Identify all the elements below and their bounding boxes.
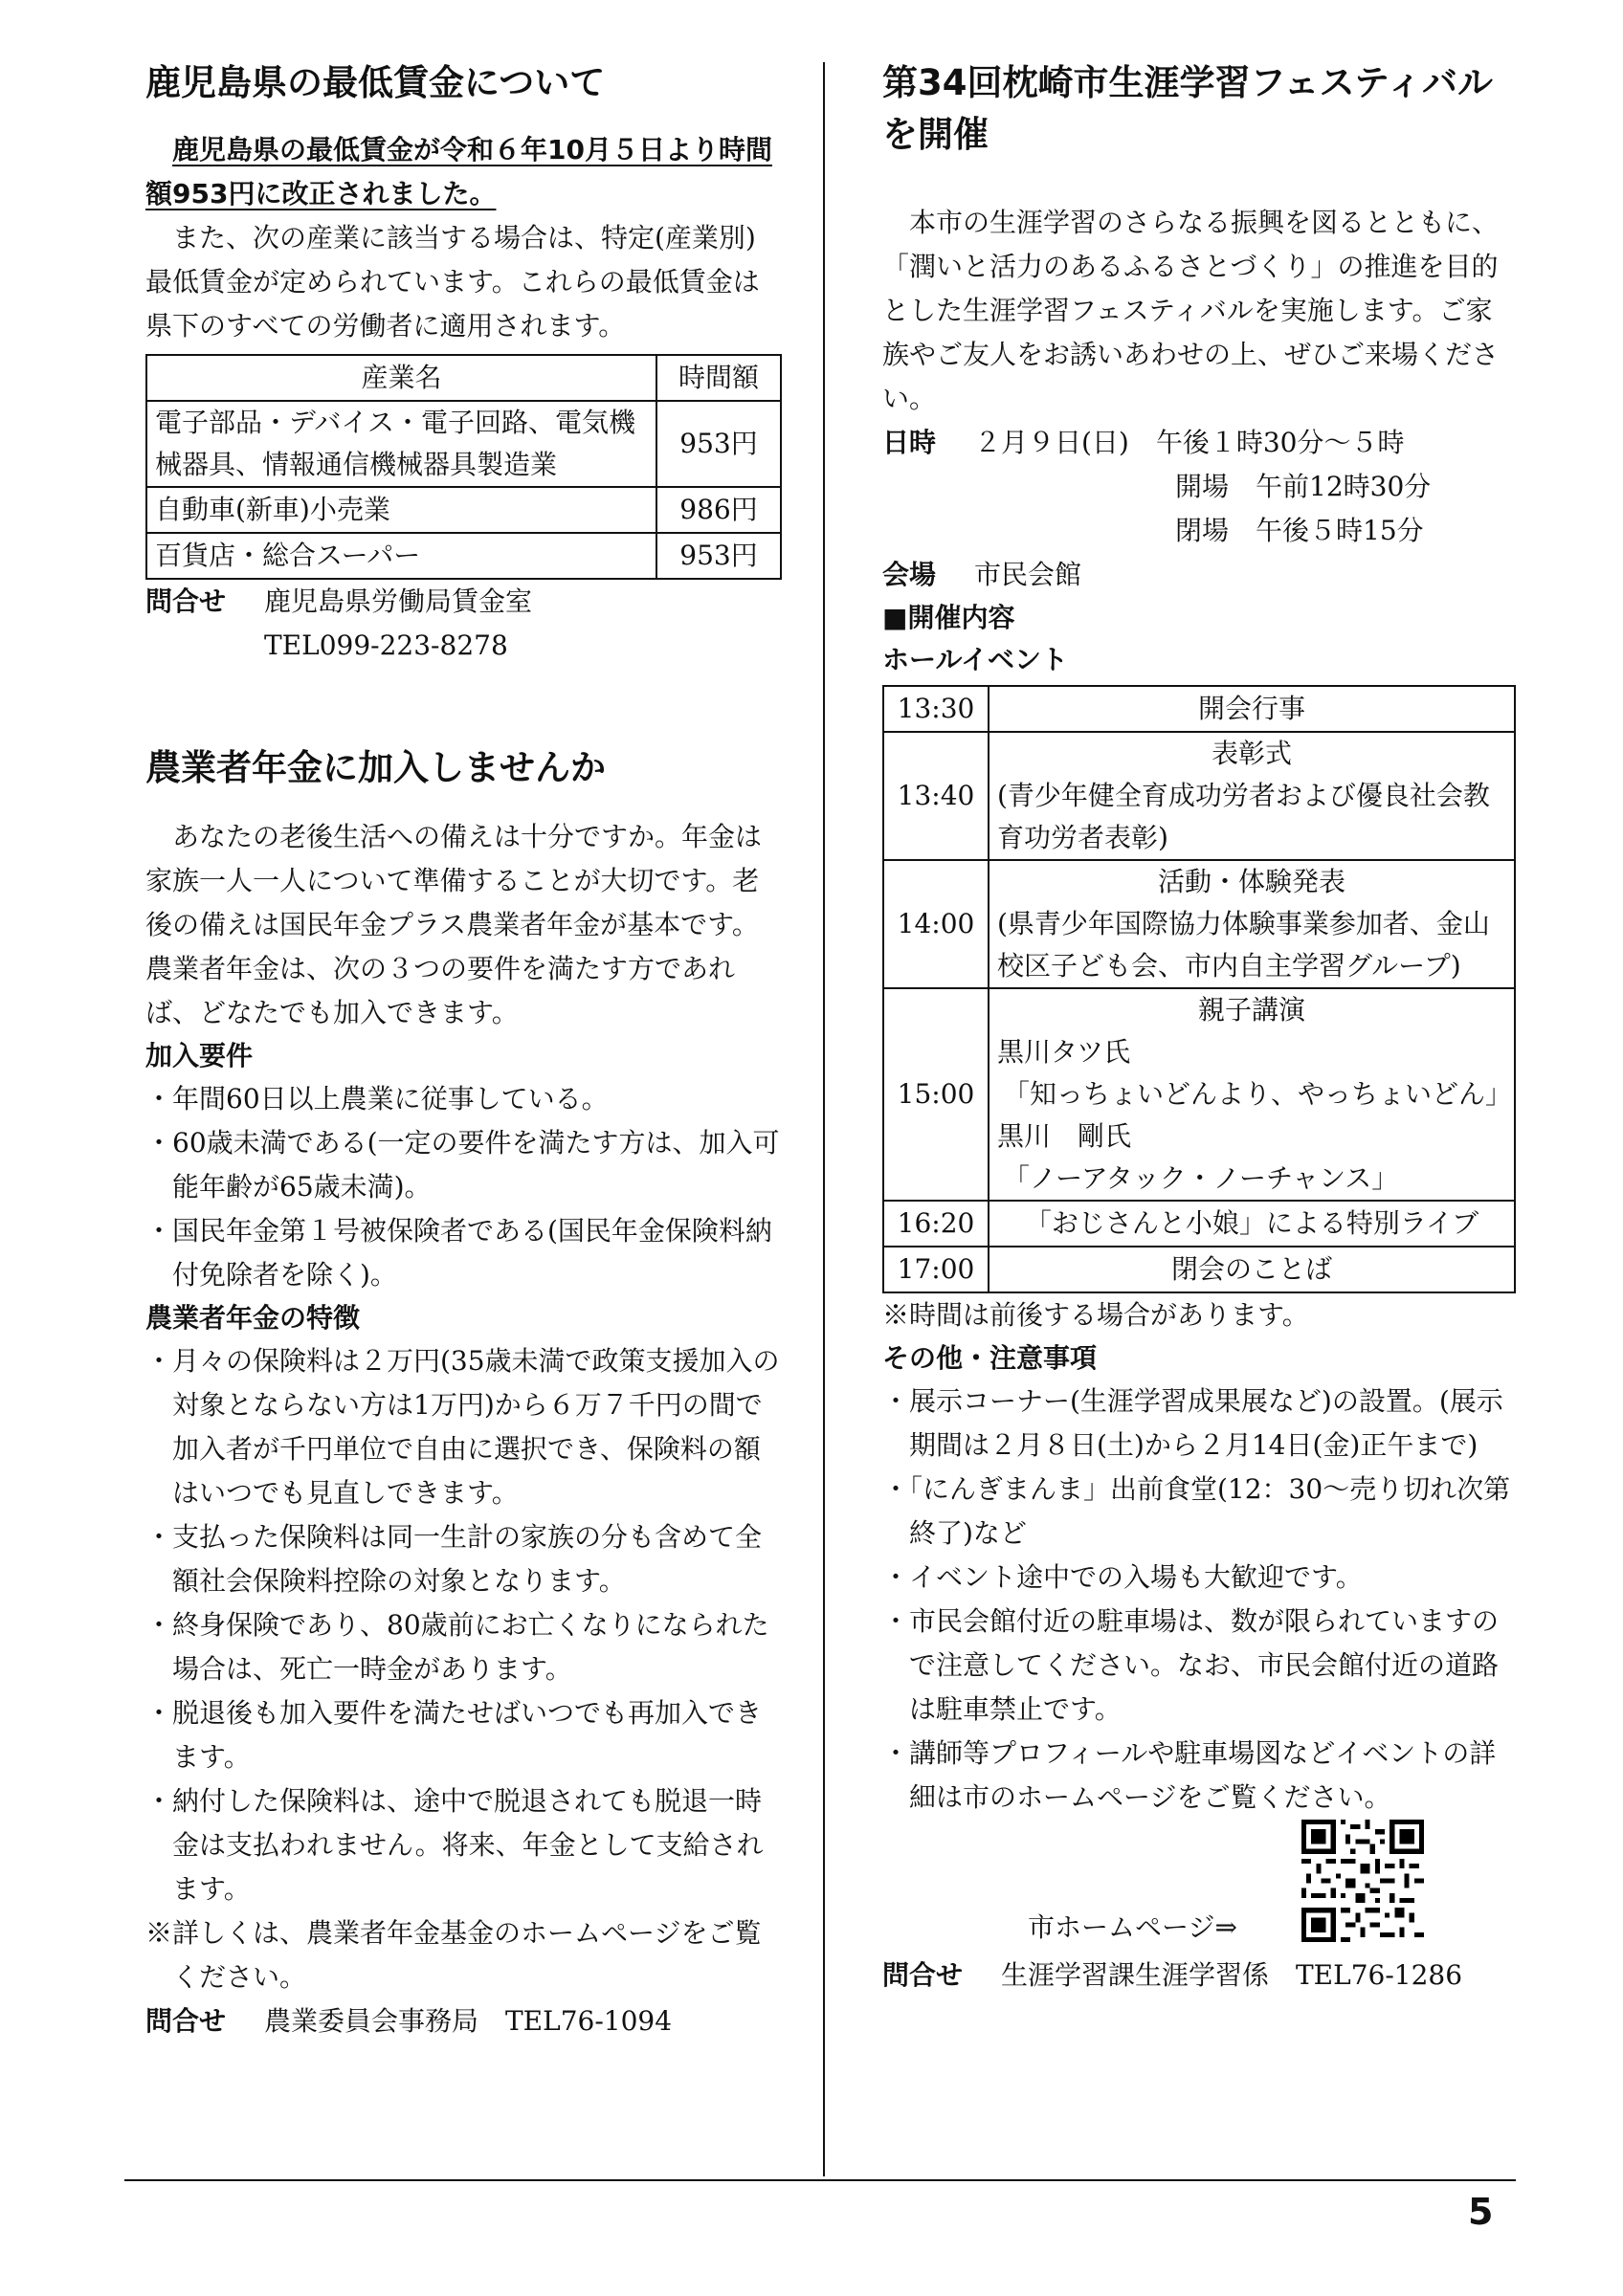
table-row [883, 988, 1515, 1201]
page-number: 5 [1468, 2191, 1494, 2233]
time-note: ※時間は前後する場合があります。 [882, 1299, 1309, 1331]
minimum-wage-body: また、次の産業に該当する場合は、特定(産業別)最低賃金が定められています。これらの最低賃金は県下のすべての労働者に適用されます。 [145, 222, 760, 342]
event-content [989, 988, 1515, 1201]
event-title: 親子講演 [1197, 994, 1305, 1026]
contact-name: 鹿児島県労働局賃金室 [264, 585, 533, 617]
other-notes-heading: その他・注意事項 [882, 1342, 1098, 1374]
event-time: 14:00 [883, 860, 989, 988]
minimum-wage-title: 鹿児島県の最低賃金について [145, 62, 606, 103]
list-item: ・月々の保険料は２万円(35歳未満で政策支援加入の対象とならない方は1万円)から６万７千円の間で加入者が千円単位で自由に選択でき、保険料の額はいつでも見直しできます。 [145, 1345, 780, 1509]
right-column [882, 57, 1516, 1998]
datetime-value: ２月９日(日) 午後１時30分～５時 [974, 427, 1405, 458]
table-row [883, 1247, 1515, 1292]
open-time: 開場 午前12時30分 [1175, 471, 1432, 502]
event-content [989, 732, 1515, 860]
event-time: 13:40 [883, 732, 989, 860]
wage-header-rate: 時間額 [656, 355, 781, 401]
minimum-wage-article [145, 57, 782, 668]
datetime-label: 日時 [882, 427, 937, 458]
datetime-details [974, 421, 1431, 553]
footer-rule [124, 2179, 1516, 2181]
list-item: ・展示コーナー(生涯学習成果展など)の設置。(展示期間は２月８日(土)から２月14日(金)正午まで) [882, 1385, 1503, 1461]
list-item: ・終身保険であり、80歳前にお亡くなりになられた場合は、死亡一時金があります。 [145, 1609, 769, 1685]
festival-title: 第34回枕崎市生涯学習フェスティバルを開催 [882, 62, 1493, 155]
contact-details: 生涯学習課生涯学習係 TEL76-1286 [1001, 1959, 1463, 1991]
event-title: 閉会のことば [989, 1247, 1515, 1292]
festival-body: 本市の生涯学習のさらなる振興を図るとともに、「潤いと活力のあるふるさとづくり」の推進を目的とした生涯学習フェスティバルを実施します。ご家族やご友人をお誘いあわせの上、ぜひご来場ください。 [882, 207, 1500, 414]
event-title: 活動・体験発表 [1157, 866, 1345, 897]
list-item: ・市民会館付近の駐車場は、数が限られていますので注意してください。なお、市民会館付近の道路は駐車禁止です。 [882, 1605, 1500, 1725]
requirements-heading: 加入要件 [145, 1040, 254, 1071]
contact-tel: TEL099-223-8278 [264, 629, 508, 661]
industry-name: 電子部品・デバイス・電子回路、電気機械器具、情報通信機械器具製造業 [146, 401, 656, 487]
list-item: ・納付した保険料は、途中で脱退されても脱退一時金は支払われません。将来、年金として支給されます。 [145, 1785, 764, 1905]
homepage-link-label: 市ホームページ⇒ [1028, 1911, 1237, 1943]
list-item: ・脱退後も加入要件を満たせばいつでも再加入できます。 [145, 1697, 763, 1773]
venue-label: 会場 [882, 559, 937, 590]
close-time: 閉場 午後５時15分 [1175, 515, 1424, 546]
pension-body: あなたの老後生活への備えは十分ですか。年金は家族一人一人について準備することが大切です。老後の備えは国民年金プラス農業者年金が基本です。農業者年金は、次の３つの要件を満たす方であれば、どなたでも加入できます。 [145, 821, 763, 1028]
event-title: 表彰式 [1211, 738, 1292, 769]
table-row [146, 533, 781, 579]
qr-code-icon[interactable] [1301, 1820, 1424, 1942]
list-item: ・イベント途中での入場も大歓迎です。 [882, 1561, 1363, 1593]
list-item: ・国民年金第１号被保険者である(国民年金保険料納付免除者を除く)。 [145, 1215, 772, 1291]
table-row [146, 487, 781, 533]
wage-table-header [146, 355, 781, 401]
pension-note: ※詳しくは、農業者年金基金のホームページをご覧ください。 [145, 1917, 762, 1993]
contact-label: 問合せ [145, 2005, 227, 2037]
event-time: 13:30 [883, 686, 989, 732]
features-heading: 農業者年金の特徴 [145, 1302, 361, 1334]
event-title: 「おじさんと小娘」による特別ライブ [989, 1201, 1515, 1247]
festival-contact [882, 1954, 1516, 1998]
event-detail: (県青少年国際協力体験事業参加者、金山校区子ども会、市内自主学習グループ) [997, 908, 1490, 982]
contact-details [264, 580, 532, 668]
list-item: ・支払った保険料は同一生計の家族の分も含めて全額社会保険料控除の対象となります。 [145, 1521, 763, 1597]
hourly-rate: 953円 [656, 401, 781, 487]
event-detail: (青少年健全育成功労者および優良社会教育功労者表彰) [997, 780, 1490, 853]
event-time: 17:00 [883, 1247, 989, 1292]
list-item: ・講師等プロフィールや駐車場図などイベントの詳細は市のホームページをご覧ください。 [882, 1737, 1497, 1813]
event-time: 16:20 [883, 1201, 989, 1247]
hourly-rate: 986円 [656, 487, 781, 533]
pension-contact [145, 1999, 782, 2043]
wage-header-name: 産業名 [146, 355, 656, 401]
contact-details: 農業委員会事務局 TEL76-1094 [264, 2005, 673, 2037]
table-row [883, 860, 1515, 988]
pension-title: 農業者年金に加入しませんか [145, 747, 606, 788]
hall-event-heading: ホールイベント [882, 644, 1069, 675]
hourly-rate: 953円 [656, 533, 781, 579]
list-item: ・「にんぎまんま」出前食堂(12：30～売り切れ次第終了)など [882, 1473, 1511, 1549]
event-title: 開会行事 [989, 686, 1515, 732]
minimum-wage-lead: 鹿児島県の最低賃金が令和６年10月５日より時間額953円に改正されました。 [145, 134, 772, 210]
datetime-row [882, 421, 1516, 553]
pension-article [145, 742, 782, 2043]
contact-label: 問合せ [145, 585, 227, 617]
contact-label: 問合せ [882, 1959, 964, 1991]
table-row [883, 732, 1515, 860]
wage-contact [145, 580, 782, 668]
qr-area [882, 1820, 1516, 1954]
table-row [883, 1201, 1515, 1247]
table-row [883, 686, 1515, 732]
lecture-title: 「ノーアタック・ノーチャンス」 [1003, 1162, 1399, 1194]
event-content [989, 860, 1515, 988]
list-item: ・年間60日以上農業に従事している。 [145, 1083, 609, 1115]
venue-value: 市民会館 [974, 559, 1082, 590]
festival-article [882, 57, 1516, 1998]
content-heading: ■開催内容 [882, 602, 1015, 633]
table-row [146, 401, 781, 487]
speaker-name: 黒川 剛氏 [997, 1120, 1132, 1152]
industry-name: 百貨店・総合スーパー [146, 533, 656, 579]
event-schedule-table [882, 685, 1516, 1293]
speaker-name: 黒川タツ氏 [997, 1036, 1131, 1068]
venue-row [882, 553, 1516, 597]
wage-table [145, 354, 782, 580]
column-divider [823, 62, 825, 2176]
list-item: ・60歳未満である(一定の要件を満たす方は、加入可能年齢が65歳未満)。 [145, 1127, 780, 1203]
left-column [145, 57, 782, 2043]
industry-name: 自動車(新車)小売業 [146, 487, 656, 533]
lecture-title: 「知っちょいどんより、やっちょいどん」 [1003, 1078, 1513, 1110]
event-time: 15:00 [883, 988, 989, 1201]
